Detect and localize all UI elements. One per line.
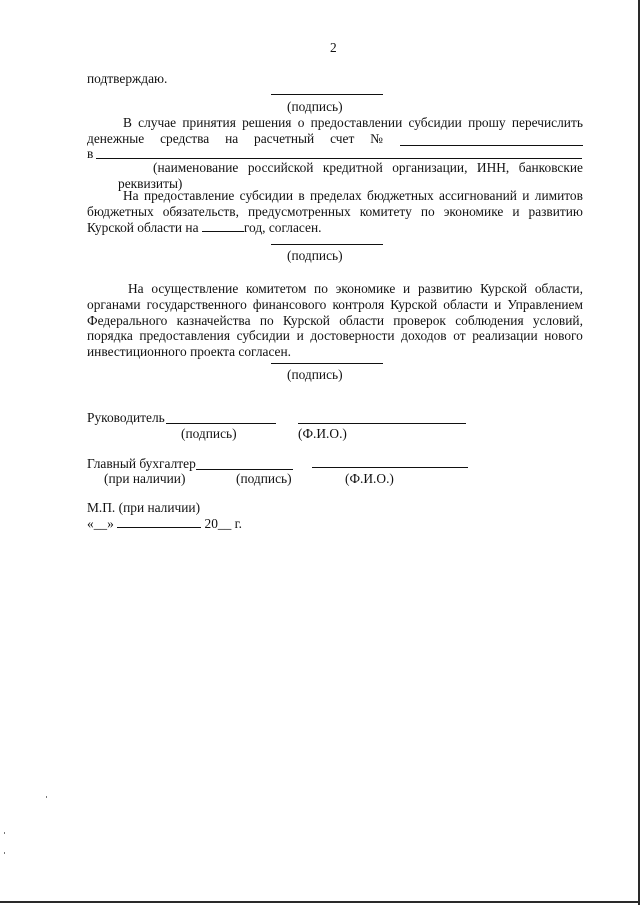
signature-line-3	[271, 363, 383, 364]
word: предоставления	[139, 328, 231, 343]
word: прошу	[468, 115, 506, 130]
signature-line-1	[271, 94, 383, 95]
accountant-sign-caption: (подпись)	[236, 471, 292, 486]
word: по	[314, 281, 328, 296]
word: и	[512, 204, 520, 219]
year-blank	[202, 220, 244, 232]
word: реализации	[472, 328, 538, 343]
word: развитию	[528, 204, 583, 219]
word: средства	[160, 131, 210, 146]
word: субсидии	[239, 188, 294, 203]
word: области	[443, 297, 489, 312]
word: финансового	[252, 297, 327, 312]
word: расчетный	[254, 131, 315, 146]
scan-speck	[4, 852, 5, 854]
date-line	[87, 516, 242, 531]
word: организации,	[392, 160, 468, 175]
stamp-label: М.П. (при наличии)	[87, 500, 201, 515]
bank-name-line	[96, 158, 582, 159]
word: комитету	[359, 204, 412, 219]
word: экономике	[335, 281, 396, 296]
intro-tail: подтверждаю.	[87, 71, 168, 86]
word: контроля	[332, 297, 385, 312]
word: банковские	[518, 160, 583, 175]
word: соблюдения	[455, 313, 524, 328]
control-line-2	[87, 297, 583, 312]
word: Курской	[480, 281, 528, 296]
transfer-line-1	[123, 115, 583, 130]
budget-line-2	[87, 204, 583, 219]
control-line-1	[128, 281, 583, 296]
budget-line-3-prefix: Курской области на	[87, 220, 199, 235]
word: ИНН,	[476, 160, 510, 175]
word: счет	[330, 131, 355, 146]
word: в	[298, 188, 305, 203]
word: (наименование	[153, 160, 239, 175]
word: по	[259, 313, 274, 328]
word: денежные	[87, 131, 145, 146]
word: Курской	[282, 313, 330, 328]
head-label: Руководитель	[87, 410, 165, 425]
word: области,	[534, 281, 583, 296]
in-prefix: в	[87, 146, 94, 161]
word: достоверности	[310, 328, 395, 343]
word: развитию	[417, 281, 473, 296]
word: пределах	[309, 188, 362, 203]
word: и	[296, 328, 304, 343]
date-day: «__»	[87, 516, 114, 531]
bank-caption-end: реквизиты)	[118, 176, 183, 191]
word: На	[123, 188, 139, 203]
word: Управлением	[507, 297, 583, 312]
word: решения	[242, 115, 292, 130]
scan-speck	[46, 796, 47, 798]
date-year: 20__	[204, 516, 232, 531]
signature-caption-2: (подпись)	[287, 248, 343, 263]
accountant-name-caption: (Ф.И.О.)	[345, 471, 394, 486]
control-line-3	[87, 313, 583, 328]
word: осуществление	[151, 281, 239, 296]
word: обязательств,	[162, 204, 239, 219]
word: №	[370, 131, 383, 146]
word: российской	[247, 160, 314, 175]
word: комитетом	[246, 281, 307, 296]
word: порядка	[87, 328, 133, 343]
word: Федерального	[87, 313, 168, 328]
word: на	[225, 131, 239, 146]
budget-line-3	[87, 220, 322, 235]
word: по	[420, 204, 435, 219]
control-line-5: инвестиционного проекта согласен.	[87, 344, 292, 359]
word: проверок	[393, 313, 446, 328]
word: и	[403, 281, 411, 296]
head-sign-caption: (подпись)	[181, 426, 237, 441]
word: бюджетных	[367, 188, 434, 203]
word: лимитов	[534, 188, 583, 203]
bank-caption	[153, 160, 583, 175]
word: принятия	[182, 115, 236, 130]
word: предусмотренных	[247, 204, 351, 219]
date-month-blank	[117, 516, 201, 528]
budget-line-1	[123, 188, 583, 203]
date-year-suffix: г.	[234, 516, 242, 531]
word: предоставлении	[310, 115, 403, 130]
budget-line-3-suffix: год, согласен.	[243, 220, 322, 235]
word: казначейства	[176, 313, 251, 328]
account-number-line	[400, 145, 583, 146]
accountant-label: Главный бухгалтер	[87, 456, 196, 471]
signature-caption-1: (подпись)	[287, 99, 343, 114]
signature-line-2	[271, 244, 383, 245]
page-number: 2	[330, 40, 337, 55]
word: перечислить	[511, 115, 583, 130]
accountant-name-line	[312, 467, 468, 468]
scan-speck	[4, 832, 5, 834]
word: от	[453, 328, 466, 343]
head-name-line	[298, 423, 466, 424]
scan-edge-bottom	[0, 901, 640, 903]
word: субсидии	[236, 328, 290, 343]
word: области	[339, 313, 384, 328]
control-line-4	[87, 328, 583, 343]
accountant-sign-line	[196, 469, 293, 470]
word: субсидии	[408, 115, 462, 130]
word: и	[494, 297, 502, 312]
word: случае	[138, 115, 177, 130]
word: государственного	[146, 297, 247, 312]
head-sign-line	[166, 423, 276, 424]
accountant-note: (при наличии)	[104, 471, 186, 486]
word: условий,	[532, 313, 583, 328]
word: предоставление	[143, 188, 235, 203]
transfer-line-2	[87, 131, 383, 146]
word: бюджетных	[87, 204, 154, 219]
word: Курской	[390, 297, 438, 312]
word: доходов	[401, 328, 447, 343]
word: нового	[544, 328, 583, 343]
signature-caption-3: (подпись)	[287, 367, 343, 382]
word: экономике	[443, 204, 504, 219]
word: и	[522, 188, 530, 203]
word: органами	[87, 297, 141, 312]
head-name-caption: (Ф.И.О.)	[298, 426, 347, 441]
word: В	[123, 115, 132, 130]
word: ассигнований	[439, 188, 517, 203]
word: о	[297, 115, 305, 130]
word: кредитной	[322, 160, 383, 175]
word: На	[128, 281, 144, 296]
